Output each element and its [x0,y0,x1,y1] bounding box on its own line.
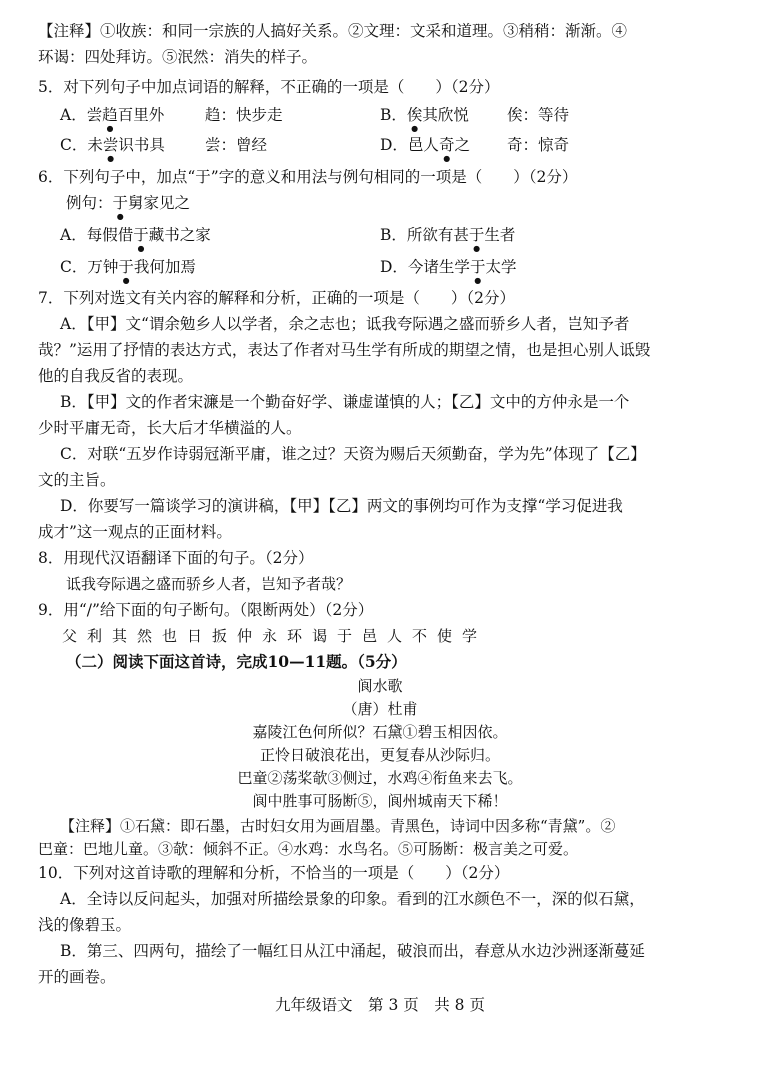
q7-option-c-line-1: C．对联“五岁作诗弱冠渐平庸，谁之过？天资为赐后天须勤奋，学为先”体现了【乙】 [60,445,646,463]
poem-author: （唐）杜甫 [342,700,418,718]
note-line-1: 【注释】①收族：和同一宗族的人搞好关系。②文理：文采和道理。③稍稍：渐渐。④ [38,22,628,40]
poem-line-3: 巴童②荡桨欹③侧过，水鸡④衔鱼来去飞。 [237,769,523,787]
q7-option-b-line-1: B．【甲】文的作者宋濂是一个勤奋好学、谦虚谨慎的人；【乙】文中的方仲永是一个 [60,393,630,411]
question-6: 6．下列句子中，加点“于”字的意义和用法与例句相同的一项是（ ）（2分） [38,168,578,186]
q6-option-d: D．今诸生学于太学 [380,258,517,276]
poem-note-line-2: 巴童：巴地儿童。③欹：倾斜不正。④水鸡：水鸟名。⑤可肠断：极言美之可爱。 [38,840,579,858]
question-10: 10．下列对这首诗歌的理解和分析，不恰当的一项是（ ）（2分） [38,864,510,882]
q7-option-a-line-1: A．【甲】文“谓余勉乡人以学者，余之志也；诋我夸际遇之盛而骄乡人者，岂知予者 [60,315,630,333]
q10-option-a-line-2: 浅的像碧玉。 [38,916,132,934]
poem-line-4: 阆中胜事可肠断⑤，阆州城南天下稀！ [252,792,508,810]
q5-option-d: D．邑人奇之 奇：惊奇 [380,136,570,154]
question-7: 7．下列对选文有关内容的解释和分析，正确的一项是（ ）（2分） [38,289,515,307]
q10-option-a-line-1: A．全诗以反问起头，加强对所描绘景象的印象。看到的江水颜色不一，深的似石黛， [60,890,645,908]
q7-option-a-line-3: 他的自我反省的表现。 [38,367,194,385]
q5-option-c: C．未尝识书具 尝：曾经 [60,136,268,154]
page-footer: 九年级语文 第 3 页 共 8 页 [275,996,485,1014]
q7-option-d-line-1: D．你要写一篇谈学习的演讲稿，【甲】【乙】两文的事例均可作为支撑“学习促进我 [60,497,623,515]
section-2-heading: （二）阅读下面这首诗，完成10—11题。（5分） [66,652,407,671]
note-line-2: 环谒：四处拜访。⑤泯然：消失的样子。 [38,48,318,66]
q6-option-a: A．每假借于藏书之家 [60,226,211,244]
poem-line-2: 正怜日破浪花出，更复春从沙际归。 [259,746,500,764]
q6-example: 例句：于舅家见之 [66,194,191,212]
q10-option-b-line-2: 开的画卷。 [38,968,116,986]
question-9: 9．用“/”给下面的句子断句。（限断两处）（2分） [38,601,374,619]
q9-sentence: 父利其然也日扳仲永环谒于邑人不使学 [62,627,488,645]
q6-option-c: C．万钟于我何加焉 [60,258,196,276]
poem-title: 阆水歌 [357,677,403,695]
question-8: 8．用现代汉语翻译下面的句子。（2分） [38,549,314,567]
q5-option-b: B．俟其欣悦 俟：等待 [380,106,570,124]
q8-sentence: 诋我夸际遇之盛而骄乡人者，岂知予者哉？ [66,575,352,593]
poem-line-1: 嘉陵江色何所似？石黛①碧玉相因依。 [252,723,508,741]
poem-note-line-1: 【注释】①石黛：即石墨，古时妇女用为画眉墨。青黑色，诗词中因多称“青黛”。② [60,817,616,835]
q5-option-a: A．尝趋百里外 趋：快步走 [60,106,283,124]
q7-option-c-line-2: 文的主旨。 [38,471,116,489]
q7-option-d-line-2: 成才”这一观点的正面材料。 [38,523,232,541]
q6-option-b: B．所欲有甚于生者 [380,226,516,244]
q10-option-b-line-1: B．第三、四两句，描绘了一幅红日从江中涌起，破浪而出，春意从水边沙洲逐渐蔓延 [60,942,645,960]
q7-option-a-line-2: 哉？”运用了抒情的表达方式，表达了作者对马生学有所成的期望之情，也是担心别人诋毁 [38,341,651,359]
question-5: 5．对下列句子中加点词语的解释，不正确的一项是（ ）（2分） [38,78,500,96]
q7-option-b-line-2: 少时平庸无奇，长大后才华横溢的人。 [38,419,302,437]
